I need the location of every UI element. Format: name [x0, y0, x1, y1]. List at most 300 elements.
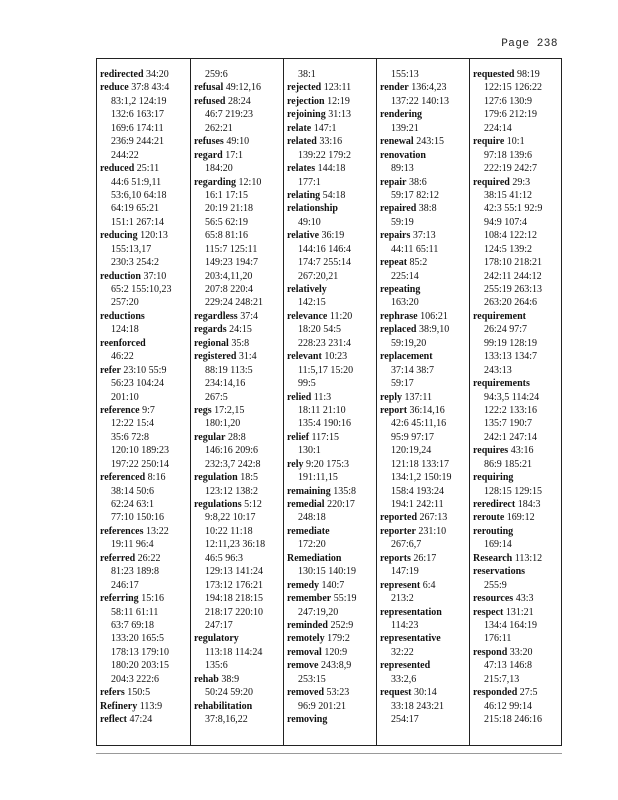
index-term-refs: 26:22	[135, 552, 161, 564]
index-ref-line: 169:14	[484, 539, 512, 551]
index-term-refs: 120:9	[321, 646, 348, 658]
index-term-line	[100, 404, 190, 417]
index-ref-line: 267:6,7	[391, 539, 422, 551]
index-term: reroute	[473, 512, 505, 524]
index-ref-line: 225:14	[391, 270, 419, 282]
index-term: rehabilitation	[194, 700, 253, 712]
index-term-refs: 120:13	[137, 230, 168, 242]
index-term-line	[473, 444, 562, 457]
index-term: reduce	[100, 82, 129, 94]
index-term-line	[194, 337, 283, 350]
index-term-refs: 38:9	[218, 673, 240, 685]
index-term-refs: 179:2	[324, 633, 350, 645]
index-term-refs: 35:8	[228, 337, 250, 349]
index-ref-line: 128:15 129:15	[484, 485, 543, 497]
index-term-line	[194, 323, 283, 336]
index-term-line	[194, 149, 283, 162]
index-ref-line: 201:10	[111, 391, 139, 403]
index-term-line	[100, 525, 190, 538]
index-term-line	[100, 552, 190, 565]
index-ref-line: 130:15 140:19	[298, 566, 357, 578]
index-term: refers	[100, 687, 125, 699]
index-ref-line: 42:6 45:11,16	[391, 418, 447, 430]
index-term-refs: 54:18	[320, 189, 346, 201]
index-ref-line: 10:22 11:18	[205, 525, 253, 537]
index-ref-line: 194:18 218:15	[205, 593, 264, 605]
index-term-refs: 243:15	[413, 136, 444, 148]
index-ref-line: 53:6,10 64:18	[111, 189, 167, 201]
index-ref-line: 65:8 81:16	[205, 230, 249, 242]
index-column-1	[97, 59, 190, 745]
index-ref-line: 50:24 59:20	[205, 687, 254, 699]
index-term-line	[380, 310, 469, 323]
index-term-line	[194, 632, 283, 645]
index-term: renovation	[380, 149, 426, 161]
index-term: reply	[380, 391, 403, 403]
index-term-line	[473, 68, 562, 81]
index-term-refs: 28:24	[225, 95, 251, 107]
index-ref-line: 151:1 267:14	[111, 216, 165, 228]
index-term: reservations	[473, 566, 526, 578]
index-ref-line: 155:13,17	[111, 243, 152, 255]
index-ref-line: 11:5,17 15:20	[298, 364, 354, 376]
index-term-line	[287, 189, 376, 202]
index-ref-line: 120:10 189:23	[111, 445, 170, 457]
index-term-line	[473, 592, 562, 605]
index-term-refs: 113:12	[512, 552, 543, 564]
index-term-refs: 13:22	[143, 525, 169, 537]
index-term-refs: 6:4	[420, 579, 436, 591]
index-term-refs: 169:12	[504, 512, 535, 524]
index-term: repeating	[380, 284, 421, 295]
index-term-refs: 144:18	[315, 163, 346, 175]
index-term: represented	[380, 660, 431, 672]
index-ref-line: 38:1	[298, 69, 316, 80]
index-ref-line: 213:2	[391, 593, 414, 605]
index-term-line	[380, 525, 469, 538]
index-term-refs: 9:7	[139, 404, 155, 416]
index-ref-line: 262:21	[205, 122, 233, 134]
index-ref-line: 56:23 104:24	[111, 378, 165, 390]
index-term-refs: 38:6	[406, 176, 427, 188]
index-ref-line: 244:22	[111, 149, 139, 161]
index-ref-line: 174:7 255:14	[298, 257, 352, 269]
index-term-line	[194, 700, 283, 713]
index-term: reflect	[100, 714, 128, 725]
index-term-line	[287, 485, 376, 498]
index-term-line	[100, 364, 190, 377]
index-ref-line: 12:22 15:4	[111, 418, 155, 430]
index-term-refs: 113:9	[137, 700, 163, 712]
index-ref-line: 149:23 194:7	[205, 257, 259, 269]
index-ref-line: 38:14 50:6	[111, 485, 155, 497]
index-term-refs: 17:2,15	[211, 404, 245, 416]
index-term-line	[380, 135, 469, 148]
index-term: request	[380, 687, 412, 699]
index-term-refs: 34:20	[143, 69, 169, 80]
index-ref-line: 132:6 163:17	[111, 109, 165, 121]
index-term: renewal	[380, 136, 414, 148]
index-term-line	[380, 659, 469, 672]
index-term-line	[380, 323, 469, 336]
index-ref-line: 147:19	[391, 566, 419, 578]
index-term-refs: 267:13	[417, 512, 448, 524]
index-term: regular	[194, 431, 226, 443]
index-term-refs: 10:23	[321, 351, 348, 363]
index-term-line	[194, 95, 283, 108]
index-term-refs: 117:15	[309, 431, 339, 443]
index-ref-line: 234:14,16	[205, 378, 246, 390]
index-term: relate	[287, 122, 312, 134]
index-ref-line: 180:20 203:15	[111, 660, 170, 672]
index-term-refs: 49:12,16	[223, 82, 262, 94]
index-term-refs: 25:11	[134, 163, 160, 175]
index-ref-line: 197:22 250:14	[111, 458, 170, 470]
index-term-line	[287, 350, 376, 363]
index-term-refs: 31:4	[236, 351, 257, 363]
index-term-refs: 38:8	[416, 203, 437, 215]
index-term: regulation	[194, 472, 238, 484]
index-ref-line: 215:18 246:16	[484, 714, 543, 725]
index-term-line	[287, 458, 376, 471]
index-term-refs: 24:15	[226, 324, 252, 336]
index-term-line	[380, 229, 469, 242]
index-term-refs: 147:1	[311, 122, 337, 134]
index-term-refs: 150:5	[124, 687, 151, 699]
index-term-line	[380, 81, 469, 94]
index-term: represent	[380, 579, 421, 591]
index-ref-line: 228:23 231:4	[298, 337, 352, 349]
index-ref-line: 255:9	[484, 579, 507, 591]
index-column-5	[469, 59, 562, 745]
index-term: referred	[100, 552, 136, 564]
index-ref-line: 207:8 220:4	[205, 284, 254, 295]
index-term-refs: 43:3	[513, 593, 534, 605]
index-term-line	[380, 108, 469, 121]
index-term: replacement	[380, 351, 433, 363]
index-ref-line: 120:19,24	[391, 445, 432, 457]
index-ref-line: 46:7 219:23	[205, 109, 254, 121]
index-ref-line: 178:10 218:21	[484, 257, 543, 269]
index-term-line	[194, 431, 283, 444]
index-term-line	[380, 404, 469, 417]
index-term-refs: 9:20 175:3	[303, 458, 350, 470]
index-ref-line: 158:4 193:24	[391, 485, 445, 497]
index-term: rejected	[287, 82, 322, 94]
index-term-line	[473, 525, 562, 538]
index-term-refs: 220:17	[324, 499, 355, 510]
index-term-line	[100, 592, 190, 605]
footer-divider	[96, 753, 562, 754]
index-ref-line: 59:17 82:12	[391, 189, 440, 201]
index-ref-line: 96:9 201:21	[298, 700, 347, 712]
index-term: report	[380, 404, 408, 416]
index-term: rerouting	[473, 525, 514, 537]
index-ref-line: 218:17 220:10	[205, 606, 264, 618]
index-ref-line: 194:1 242:11	[391, 499, 444, 510]
index-term-line	[380, 176, 469, 189]
index-term: requirements	[473, 378, 530, 390]
index-term: reporter	[380, 525, 416, 537]
index-term-refs: 135:8	[330, 485, 356, 497]
index-term-line	[380, 632, 469, 645]
index-term-line	[287, 95, 376, 108]
index-ref-line: 139:22 179:2	[298, 149, 352, 161]
index-column-4	[376, 59, 469, 745]
index-term-refs: 184:3	[515, 499, 541, 510]
index-ref-line: 122:2 133:16	[484, 404, 538, 416]
index-ref-line: 115:7 125:11	[205, 243, 258, 255]
index-ref-line: 242:1 247:14	[484, 431, 538, 443]
index-ref-line: 26:24 97:7	[484, 324, 528, 336]
index-term-line	[100, 270, 190, 283]
index-term: relative	[287, 230, 320, 242]
index-term-line	[194, 350, 283, 363]
index-term: relied	[287, 391, 312, 403]
index-term-refs: 38:9,10	[416, 324, 450, 336]
index-ref-line: 257:20	[111, 297, 139, 309]
index-term-line	[194, 310, 283, 323]
index-term-line	[473, 565, 562, 578]
index-ref-line: 224:14	[484, 122, 512, 134]
index-term-refs: 55:19	[331, 593, 357, 605]
index-term-line	[100, 686, 190, 699]
index-ref-line: 58:11 61:11	[111, 606, 159, 618]
index-term-refs: 53:23	[324, 687, 350, 699]
index-term: reduction	[100, 270, 141, 282]
index-ref-line: 229:24 248:21	[205, 297, 264, 309]
index-ref-line: 137:22 140:13	[391, 95, 450, 107]
index-term-line	[100, 81, 190, 94]
index-term-refs: 243:8,9	[318, 660, 352, 672]
index-ref-line: 133:13 134:7	[484, 351, 538, 363]
index-ref-line: 180:1,20	[205, 418, 241, 430]
index-term: reductions	[100, 310, 145, 322]
index-term-line	[287, 122, 376, 135]
index-term: regards	[194, 324, 227, 336]
index-ref-line: 16:1 17:15	[205, 189, 249, 201]
index-term: replaced	[380, 324, 417, 336]
index-term: Research	[473, 552, 513, 564]
index-ref-line: 49:10	[298, 216, 321, 228]
index-ref-line: 123:12 138:2	[205, 485, 259, 497]
index-ref-line: 184:20	[205, 163, 233, 175]
index-term-line	[287, 135, 376, 148]
index-term-refs: 31:13	[325, 109, 351, 121]
index-term: remediate	[287, 525, 330, 537]
index-term-line	[287, 202, 376, 215]
index-term-refs: 5:12	[241, 499, 262, 510]
index-ref-line: 124:18	[111, 324, 139, 336]
index-term-line	[194, 81, 283, 94]
index-term: relationship	[287, 203, 338, 215]
index-term-refs: 36:19	[319, 230, 345, 242]
index-term-line	[473, 498, 562, 511]
index-term: relief	[287, 431, 310, 443]
index-ref-line: 169:6 174:11	[111, 122, 164, 134]
index-term-refs: 8:16	[145, 472, 166, 484]
index-ref-line: 135:4 190:16	[298, 418, 352, 430]
index-term-line	[194, 498, 283, 511]
index-term-refs: 43:16	[508, 445, 534, 457]
index-ref-line: 121:18 133:17	[391, 458, 450, 470]
index-ref-line: 47:13 146:8	[484, 660, 533, 672]
index-term: regarding	[194, 176, 237, 188]
index-term: remedy	[287, 579, 320, 591]
index-ref-line: 146:16 209:6	[205, 445, 259, 457]
index-ref-line: 63:7 69:18	[111, 619, 155, 631]
index-term-refs: 23:10 55:9	[120, 364, 167, 376]
index-term-refs: 131:21	[503, 606, 534, 618]
index-ref-line: 232:3,7 242:8	[205, 458, 261, 470]
index-term: resources	[473, 593, 514, 605]
index-term-refs: 30:14	[411, 687, 437, 699]
index-ref-line: 173:12 176:21	[205, 579, 264, 591]
word-index-table	[96, 58, 562, 746]
index-ref-line: 46:12 99:14	[484, 700, 533, 712]
index-term-line	[287, 108, 376, 121]
index-ref-line: 77:10 150:16	[111, 512, 165, 524]
index-ref-line: 127:6 130:9	[484, 95, 533, 107]
index-ref-line: 88:19 113:5	[205, 364, 253, 376]
index-term-line	[473, 646, 562, 659]
index-term-line	[287, 646, 376, 659]
index-term-refs: 27:5	[517, 687, 538, 699]
index-ref-line: 46:5 96:3	[205, 552, 244, 564]
index-ref-line: 122:15 126:22	[484, 82, 543, 94]
index-term: reredirect	[473, 499, 516, 510]
index-term-line	[287, 619, 376, 632]
index-term-refs: 252:9	[327, 619, 354, 631]
index-ref-line: 97:18 139:6	[484, 149, 533, 161]
index-term-line	[287, 579, 376, 592]
index-term: rely	[287, 458, 304, 470]
index-term: references	[100, 525, 144, 537]
index-term: rejection	[287, 95, 325, 107]
index-ref-line: 20:19 21:18	[205, 203, 254, 215]
index-term: require	[473, 136, 505, 148]
index-ref-line: 230:3 254:2	[111, 257, 160, 269]
index-ref-line: 163:20	[391, 297, 419, 309]
index-ref-line: 42:3 55:1 92:9	[484, 203, 543, 215]
index-ref-line: 172:20	[298, 539, 326, 551]
index-term-line	[380, 579, 469, 592]
index-ref-line: 12:11,23 36:18	[205, 539, 266, 551]
index-term: remember	[287, 593, 332, 605]
index-term: refer	[100, 364, 121, 376]
index-ref-line: 135:7 190:7	[484, 418, 533, 430]
index-term: responded	[473, 687, 518, 699]
index-term: Refinery	[100, 700, 138, 712]
index-ref-line: 86:9 185:21	[484, 458, 533, 470]
index-ref-line: 124:5 139:2	[484, 243, 533, 255]
index-ref-line: 267:20,21	[298, 270, 339, 282]
index-term: relatively	[287, 284, 327, 295]
index-term: refuses	[194, 136, 224, 148]
index-term-refs: 137:11	[402, 391, 432, 403]
index-ref-line: 130:1	[298, 445, 321, 457]
index-term: reducing	[100, 230, 138, 242]
index-term: reports	[380, 552, 411, 564]
index-term-refs: 33:16	[316, 136, 343, 148]
index-term: repeat	[380, 257, 408, 269]
index-term: regs	[194, 404, 212, 416]
index-term-refs: 231:10	[415, 525, 447, 537]
index-term-refs: 11:20	[327, 310, 353, 322]
index-term: rejoining	[287, 109, 326, 121]
index-term: removed	[287, 687, 325, 699]
index-ref-line: 236:9 244:21	[111, 136, 165, 148]
index-ref-line: 37:14 38:7	[391, 364, 435, 376]
index-ref-line: 62:24 63:1	[111, 499, 155, 510]
index-term-line	[287, 283, 376, 296]
index-ref-line: 33:2,6	[391, 673, 417, 685]
index-ref-line: 94:3,5 114:24	[484, 391, 540, 403]
index-term-line	[194, 471, 283, 484]
index-ref-line: 259:6	[205, 69, 228, 80]
index-ref-line: 135:6	[205, 660, 228, 672]
index-ref-line: 267:5	[205, 391, 228, 403]
index-term: rendering	[380, 109, 423, 121]
index-term-line	[287, 391, 376, 404]
index-term: requires	[473, 445, 509, 457]
index-term-line	[100, 229, 190, 242]
index-ref-line: 142:15	[298, 297, 326, 309]
index-term: reported	[380, 512, 418, 524]
index-term: related	[287, 136, 317, 148]
index-term-refs: 37:10	[140, 270, 167, 282]
index-term-refs: 37:13	[410, 230, 436, 242]
index-ref-line: 253:15	[298, 673, 326, 685]
index-term: regulations	[194, 499, 242, 510]
index-ref-line: 179:6 212:19	[484, 109, 538, 121]
index-ref-line: 32:22	[391, 646, 414, 658]
index-term: relevant	[287, 351, 322, 363]
index-ref-line: 191:11,15	[298, 472, 338, 484]
index-term: rephrase	[380, 310, 418, 322]
index-ref-line: 33:18 243:21	[391, 700, 445, 712]
index-ref-line: 178:13 179:10	[111, 646, 170, 658]
index-term: refused	[194, 95, 226, 107]
index-term: referenced	[100, 472, 146, 484]
index-ref-line: 133:20 165:5	[111, 633, 165, 645]
index-term-line	[100, 713, 190, 726]
index-term-line	[194, 176, 283, 189]
index-term-refs: 12:19	[324, 95, 350, 107]
index-ref-line: 35:6 72:8	[111, 431, 150, 443]
index-ref-line: 99:5	[298, 378, 316, 390]
index-ref-line: 203:4,11,20	[205, 270, 253, 282]
index-ref-line: 81:23 189:8	[111, 566, 160, 578]
index-ref-line: 134:1,2 150:19	[391, 472, 452, 484]
index-term-line	[287, 659, 376, 672]
index-term: reenforced	[100, 337, 146, 349]
index-term: repaired	[380, 203, 417, 215]
index-term-line	[287, 229, 376, 242]
index-ref-line: 247:19,20	[298, 606, 339, 618]
index-ref-line: 243:13	[484, 364, 512, 376]
index-term: respond	[473, 646, 508, 658]
index-term-refs: 18:5	[237, 472, 258, 484]
index-term-refs: 106:21	[417, 310, 448, 322]
index-ref-line: 95:9 97:17	[391, 431, 435, 443]
index-ref-line: 144:16 146:4	[298, 243, 352, 255]
index-term-line	[287, 686, 376, 699]
index-ref-line: 177:1	[298, 176, 321, 188]
index-term: representative	[380, 633, 441, 645]
index-ref-line: 114:23	[391, 619, 419, 631]
index-term-refs: 26:17	[410, 552, 437, 564]
